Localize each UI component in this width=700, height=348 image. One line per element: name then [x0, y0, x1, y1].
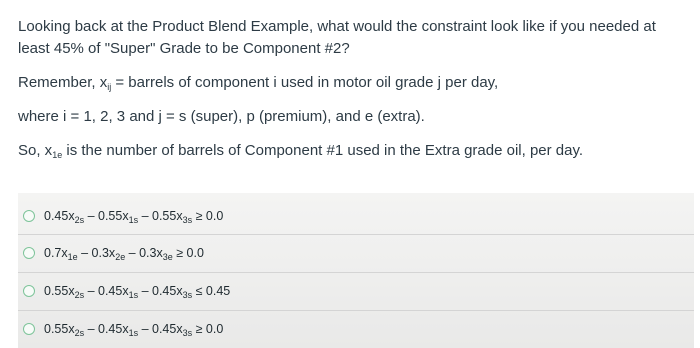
answer-option-3[interactable] — [18, 272, 694, 309]
remember-prefix: Remember, x — [18, 74, 108, 91]
radio-icon[interactable] — [23, 210, 35, 222]
question-line-1: Looking back at the Product Blend Example, what would the constraint look like if you needed at — [18, 18, 656, 35]
where-line: where i = 1, 2, 3 and j = s (super), p (premium), and e (extra). — [18, 108, 425, 125]
question-text — [18, 16, 688, 162]
radio-icon[interactable] — [23, 247, 35, 259]
answer-options — [18, 193, 694, 348]
remember-rest: = barrels of component i used in motor oil grade j per day, — [111, 74, 499, 91]
answer-option-2[interactable] — [18, 234, 694, 271]
question-line-2: least 45% of "Super" Grade to be Component #2? — [18, 40, 350, 57]
option-4-text[interactable]: $0.55x_{2s} - 0.45x_{1s} - 0.45x_{3s} \ge 0.0$ — [44, 321, 224, 338]
answer-option-1[interactable] — [18, 197, 694, 234]
radio-icon[interactable] — [23, 285, 35, 297]
so-prefix: So, x — [18, 142, 53, 159]
so-rest: is the number of barrels of Component #1 used in the Extra grade oil, per day. — [62, 142, 584, 159]
option-3-text[interactable]: $0.55x_{2s} - 0.45x_{1s} - 0.45x_{3s} \le 0.45$ — [44, 283, 231, 300]
option-1-text[interactable]: $0.45x_{2s} - 0.55x_{1s} - 0.55x_{3s} \ge 0.0$ — [44, 208, 224, 225]
so-sub: 1e — [52, 150, 63, 160]
so-line — [18, 140, 688, 162]
remember-line — [18, 72, 688, 94]
option-2-text[interactable]: $0.7x_{1e} - 0.3x_{2e} - 0.3x_{3e} \ge 0.0$ — [44, 245, 204, 262]
answer-option-4[interactable] — [18, 310, 694, 347]
remember-sub: ij — [107, 82, 112, 92]
radio-icon[interactable] — [23, 323, 35, 335]
